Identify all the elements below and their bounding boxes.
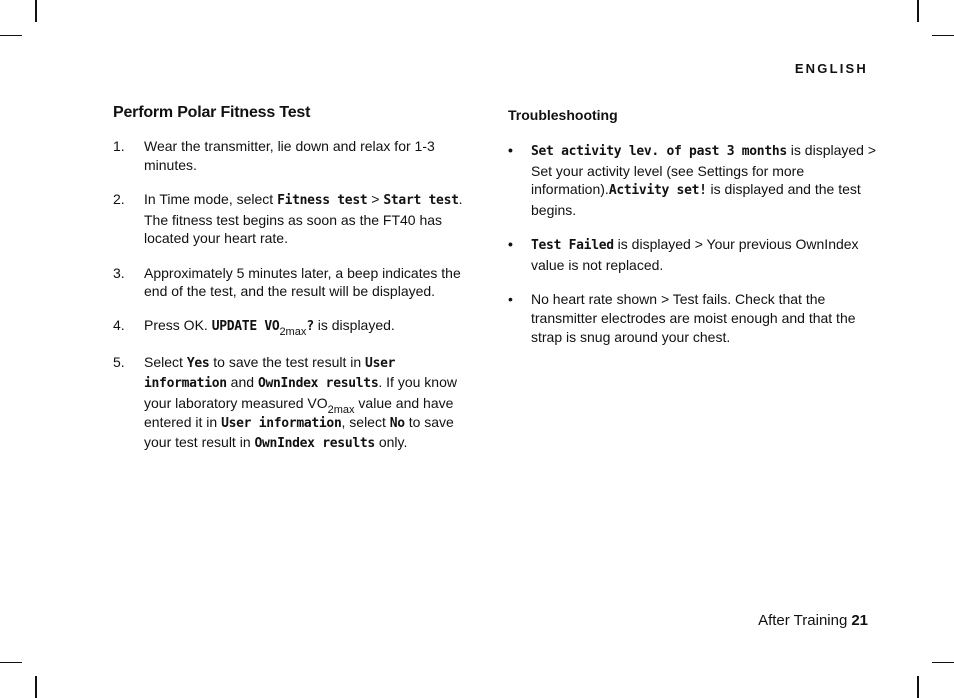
step-item	[113, 190, 478, 248]
step-text: Select	[144, 353, 187, 370]
display-text: UPDATE VO	[211, 319, 280, 335]
step-item	[113, 353, 478, 455]
display-text: Test Failed	[531, 238, 614, 254]
bullet-marker: •	[508, 142, 513, 158]
step-text: . If you know your laboratory measured VO	[144, 374, 457, 412]
language-label: ENGLISH	[794, 61, 868, 76]
subscript: 2max	[327, 404, 355, 417]
bullet-item	[508, 235, 878, 274]
step-text: >	[367, 190, 384, 207]
section-name: After Training	[758, 612, 848, 629]
step-text: , select	[341, 413, 390, 430]
step-text: to save your test result in	[144, 413, 454, 451]
step-text: Press OK.	[144, 317, 212, 334]
crop-mark	[917, 676, 919, 698]
display-text: ?	[306, 319, 314, 335]
bullet-marker: •	[508, 291, 513, 308]
bullet-item	[508, 141, 878, 220]
crop-mark	[35, 0, 37, 22]
crop-mark	[0, 662, 22, 663]
page-number: 21	[851, 612, 868, 629]
bullet-text: is displayed > Your previous OwnIndex value is not replaced.	[531, 236, 859, 274]
display-text: OwnIndex results	[254, 436, 375, 452]
step-number: 3.	[113, 264, 125, 281]
step-text: . The fitness test begins as soon as the FT40 has located your heart rate.	[144, 190, 463, 247]
section-title: Troubleshooting	[508, 107, 618, 123]
left-column	[113, 104, 478, 470]
crop-mark	[932, 35, 954, 36]
crop-mark	[0, 35, 22, 36]
step-text: to save the test result in	[209, 353, 366, 370]
bullet-text: is displayed and the test begins.	[531, 181, 861, 219]
display-text: Set activity lev. of past 3 months	[531, 144, 787, 159]
display-text: Yes	[186, 355, 210, 371]
display-text: No	[389, 415, 405, 431]
bullet-text: No heart rate shown > Test fails. Check that the transmitter electrodes are moist enough and that the strap is snug around your chest.	[531, 291, 856, 345]
subscript: 2max	[279, 326, 307, 339]
step-text: and	[226, 374, 258, 391]
page-footer	[758, 612, 868, 629]
step-text: Wear the transmitter, lie down and relax for 1-3 minutes.	[144, 138, 435, 173]
step-text: value and have entered it in	[144, 395, 454, 430]
bullet-text: is displayed > Set your activity level (see Settings for more information).	[531, 142, 877, 198]
step-number: 5.	[113, 353, 125, 370]
right-column	[508, 104, 878, 362]
bullet-item	[508, 290, 878, 346]
section-title: Perform Polar Fitness Test	[113, 104, 311, 121]
crop-mark	[35, 676, 37, 698]
crop-mark	[917, 0, 919, 22]
step-text: is displayed.	[313, 317, 395, 334]
step-text: In Time mode, select	[144, 190, 278, 207]
display-text: User information	[221, 415, 342, 431]
step-number: 4.	[113, 317, 125, 334]
display-text: Start test	[383, 192, 459, 208]
step-item	[113, 264, 478, 301]
display-text: OwnIndex results	[257, 376, 379, 392]
step-number: 2.	[113, 190, 125, 207]
step-item	[113, 316, 478, 337]
display-text: Activity set!	[608, 183, 707, 199]
bullet-marker: •	[508, 236, 513, 253]
crop-mark	[932, 662, 954, 663]
step-number: 1.	[113, 138, 125, 154]
step-item	[113, 137, 478, 174]
step-text: only.	[374, 434, 408, 451]
display-text: User information	[144, 355, 396, 392]
step-text: Approximately 5 minutes later, a beep indicates the end of the test, and the result will be displayed.	[144, 264, 461, 300]
display-text: Fitness test	[277, 192, 368, 208]
